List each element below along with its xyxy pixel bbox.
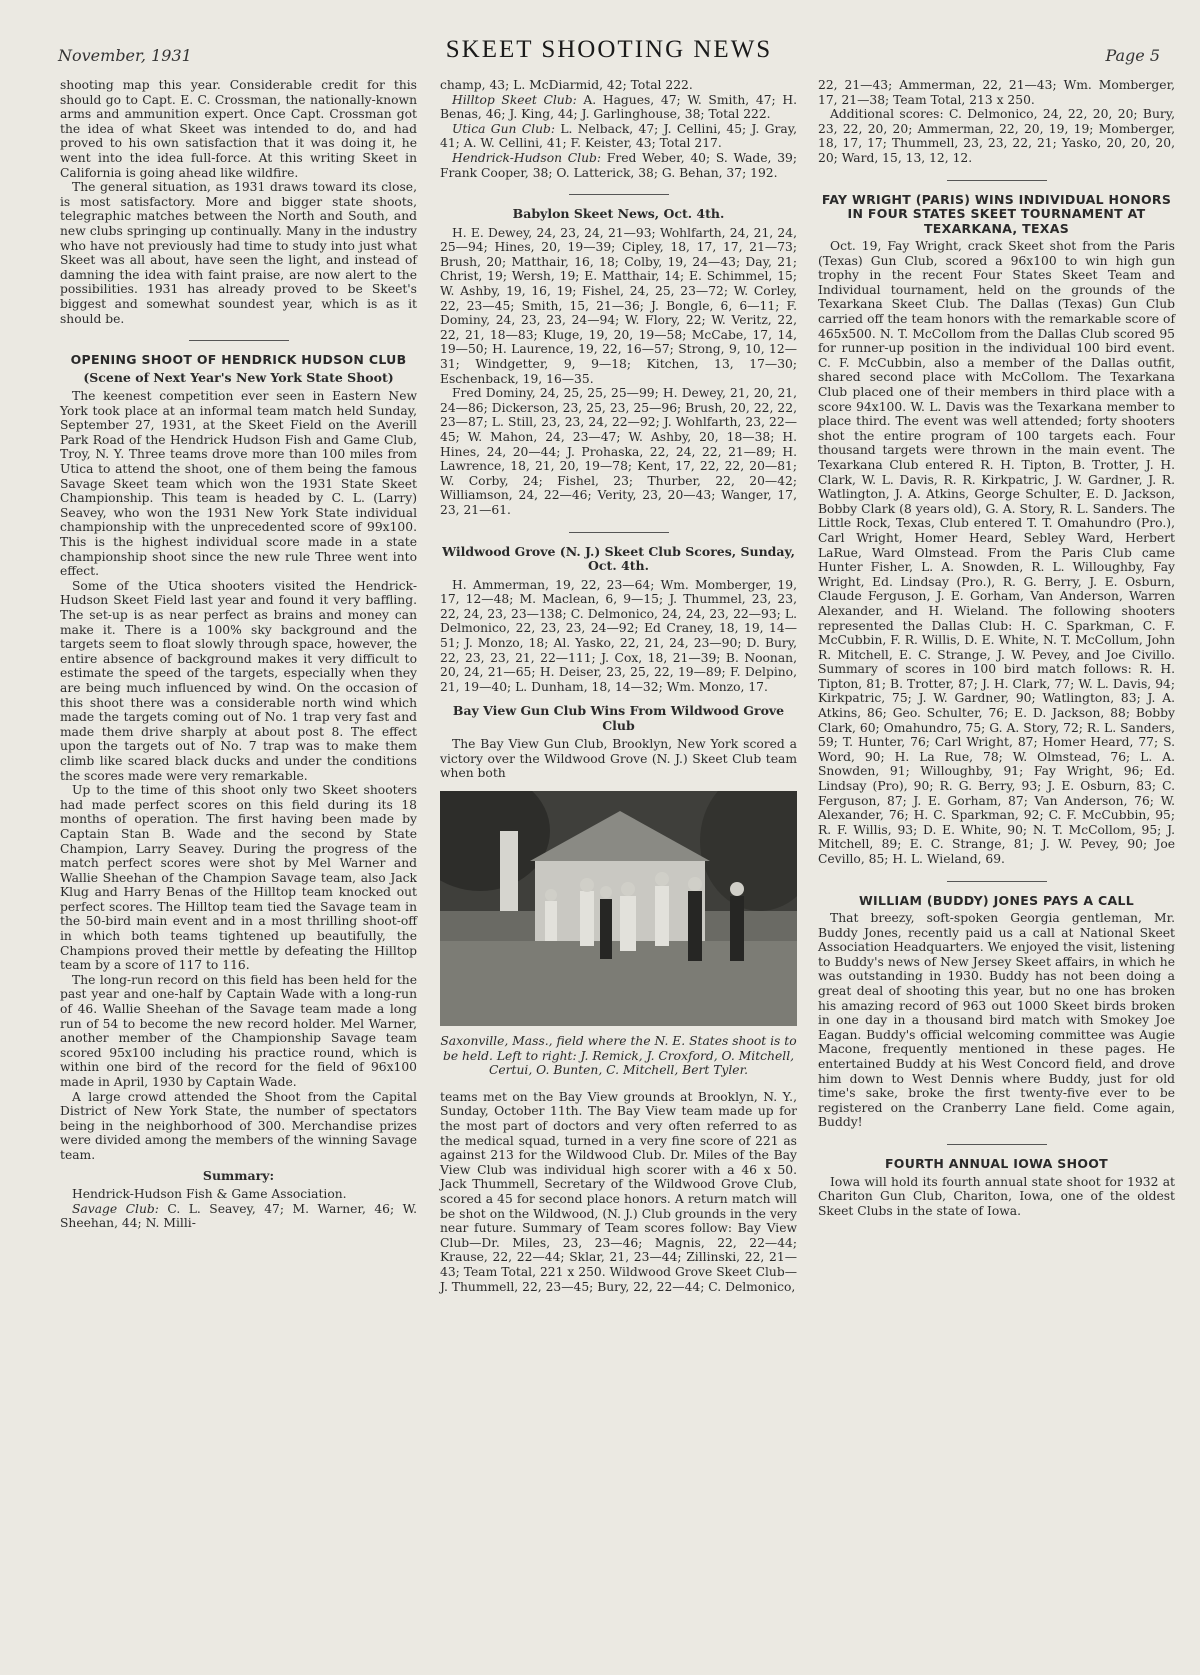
club-scores: A. Hagues, 47; W. Smith, 47; H. Benas, 46; J. King, 44; J. Garlinghouse, 38; Total 222. xyxy=(440,92,797,122)
paragraph: A large crowd attended the Shoot from the Capital District of New York State, the number of spectators being in the neighborhood of 300. Merchandise prizes were divided among the members of the winning Savage team. xyxy=(60,1089,417,1162)
paragraph: The Bay View Gun Club, Brooklyn, New York scored a victory over the Wildwood Grove (N. J.) Skeet Club team when both xyxy=(440,737,797,781)
paragraph: Oct. 19, Fay Wright, crack Skeet shot from the Paris (Texas) Gun Club, scored a 96x100 to win high gun trophy in the recent Four States Skeet Team and Individual tournament, held on the grounds of the Texarkana Skeet Club. The Dallas (Texas) Gun Club carried off the team honors with the remarkable score of 465x500. N. T. McCollom from the Dallas Club scored 95 for runner-up position in the individual 100 bird event. C. F. McCubbin, also a member of the Dallas outfit, shared second place with McCollom. The Texarkana Club placed one of their members in third place with a score 94x100. W. L. Davis was the Texarkana member to place third. The event was well attended; forty shooters shot the entire program of 100 targets each. Four thousand targets were thrown in the main event. The Texarkana Club entered R. H. Tipton, B. Trotter, J. H. Clark, W. L. Davis, R. R. Kirkpatric, J. W. Gardner, J. R. Watlington, J. A. Atkins, George Schulter, E. D. Jackson, Bobby Clark (8 years old), G. A. Story, R. L. Sanders. The Little Rock, Texas, Club entered T. T. Omahundro (Pro.), Carl Wright, Homer Heard, Sebley Ward, Herbert LaRue, Ward Olmstead. From the Paris Club came Hunter Fisher, L. A. Snowden, R. L. Willoughby, Fay Wright, Ed. Lindsay (Pro.), R. G. Berry, J. E. Osburn, Claude Ferguson, J. E. Gorham, Van Anderson, Warren Alexander, and H. Wieland. The following shooters represented the Dallas Club: H. C. Sparkman, C. F. McCubbin, F. R. Willis, D. E. White, N. T. McCollum, John R. Mitchell, E. C. Strange, J. W. Pevey, and Joe Civillo. Summary of scores in 100 bird match follows: R. H. Tipton, 81; B. Trotter, 87; J. H. Clark, 77; W. L. Davis, 94; Kirkpatric, 75; J. W. Gardner, 90; Watlington, 83; J. A. Atkins, 86; Geo. Schulter, 76; E. D. Jackson, 88; Bobby Clark, 60; Omahundro, 75; G. A. Story, 72; R. L. Sanders, 59; T. Hunter, 76; Carl Wright, 87; Homer Heard, 77; S. Word, 90; H. La Rue, 78; W. Olmstead, 76; L. A. Snowden, 91; Willoughby, 91; Fay Wright, 96; Ed. Lindsay (Pro), 90; R. G. Berry, 93; J. E. Osburn, 83; C. Ferguson, 87; J. E. Gorham, 87; Van Anderson, 76; W. Alexander, 76; H. C. Sparkman, 92; C. F. McCubbin, 95; R. F. Willis, 93; D. E. White, 90; N. T. McCollom, 95; J. Mitchell, 89; E. C. Strange, 81; J. W. Pevey, 90; Joe Cevillo, 85; H. L. Wieland, 69. xyxy=(818,239,1175,866)
field-photograph xyxy=(440,791,797,1026)
divider xyxy=(569,194,669,195)
club-scores: L. Nelback, 47; J. Cellini, 45; J. Gray, 41; A. W. Cellini, 41; F. Keister, 43; Total 217. xyxy=(440,121,797,151)
divider xyxy=(947,180,1047,181)
club-label: Savage Club: xyxy=(72,1201,159,1216)
column-2 xyxy=(440,78,797,1294)
divider xyxy=(947,881,1047,882)
paragraph: champ, 43; L. McDiarmid, 42; Total 222. xyxy=(440,78,693,92)
score-line xyxy=(440,93,797,122)
article-heading-buddy-jones: WILLIAM (BUDDY) JONES PAYS A CALL xyxy=(858,892,1135,908)
paragraph: 22, 21—43; Ammerman, 22, 21—43; Wm. Momberger, 17, 21—38; Team Total, 213 x 250. xyxy=(818,78,1175,107)
paragraph: Additional scores: C. Delmonico, 24, 22, 20, 20; Bury, 23, 22, 20, 20; Ammerman, 22, 20, 19, 19; Momberger, 18, 17, 17; Thummell, 23, 23, 22, 21; Yasko, 20, 20, 20, 20; Ward, 15, 13, 12, 12. xyxy=(818,107,1175,165)
divider xyxy=(947,1144,1047,1145)
club-label: Utica Gun Club: xyxy=(452,121,556,136)
paragraph: Iowa will hold its fourth annual state shoot for 1932 at Chariton Gun Club, Chariton, Iowa, one of the oldest Skeet Clubs in the state of Iowa. xyxy=(818,1174,1175,1218)
club-scores: C. L. Seavey, 47; M. Warner, 46; W. Sheehan, 44; N. Milli- xyxy=(60,1201,417,1231)
article-heading-babylon: Babylon Skeet News, Oct. 4th. xyxy=(512,206,725,222)
page-number: Page 5 xyxy=(1105,46,1160,65)
paragraph: Fred Dominy, 24, 25, 25, 25—99; H. Dewey, 21, 20, 21, 24—86; Dickerson, 23, 25, 23, 25—96; Brush, 20, 22, 22, 23—87; L. Still, 23, 23, 24, 22—92; J. Wohlfarth, 23, 22—45; W. Mahon, 24, 23—47; W. Ashby, 20, 18—38; H. Hines, 24, 20—44; J. Prohaska, 22, 24, 22, 21—89; H. Lawrence, 18, 21, 20, 19—78; Kent, 17, 22, 22, 20—81; W. Corby, 24; Fishel, 23; Thurber, 22, 20—42; Williamson, 24, 22—46; Verity, 23, 20—43; Wanger, 17, 23, 21—61. xyxy=(440,386,797,517)
article-heading-fay-wright: FAY WRIGHT (PARIS) WINS INDIVIDUAL HONORS IN FOUR STATES SKEET TOURNAMENT AT TEXARKANA, TEXAS xyxy=(821,191,1172,236)
summary-heading: Summary: xyxy=(202,1167,275,1183)
paragraph: The general situation, as 1931 draws toward its close, is most satisfactory. More and bigger state shoots, telegraphic matches between the North and South, and new clubs springing up continually. Many in the industry who have not previously had time to study into just what Skeet was all about, have seen the light, and instead of damning the idea with faint praise, are now alert to the possibilities. 1931 has already proved to be Skeet's biggest and somewhat soundest year, which is as it should be. xyxy=(60,180,417,326)
column-1 xyxy=(60,78,417,1231)
score-line xyxy=(440,151,797,180)
photo-image xyxy=(440,791,797,1026)
paragraph: shooting map this year. Considerable credit for this should go to Capt. E. C. Crossman, the nationally-known arms and ammunition expert. Once Capt. Crossman got the idea of what Skeet was intended to do, and had proved to his own satisfaction that it was doing it, he went into the idea full-force. At this writing Skeet in California is going ahead like wildfire. xyxy=(60,78,417,180)
issue-date: November, 1931 xyxy=(58,46,192,65)
club-label: Hilltop Skeet Club: xyxy=(452,92,577,107)
score-line xyxy=(60,1202,417,1231)
divider xyxy=(569,532,669,533)
paragraph: teams met on the Bay View grounds at Brooklyn, N. Y., Sunday, October 11th. The Bay View team made up for the most part of doctors and very often referred to as the medical squad, turned in a very fine score of 221 as against 213 for the Wildwood Club. Dr. Miles of the Bay View Club was individual high scorer with a 46 x 50. Jack Thummell, Secretary of the Wildwood Grove Club, scored a 45 for second place honors. A return match will be shot on the Wildwood, (N. J.) Club grounds in the very near future. Summary of Team scores follow: Bay View Club—Dr. Miles, 23, 23—46; Magnis, 22, 22—44; Krause, 22, 22—44; Sklar, 21, 23—44; Zillinski, 22, 21—43; Team Total, 221 x 250. Wildwood Grove Skeet Club—J. Thummell, 22, 23—45; Bury, 22, 22—44; C. Delmonico, xyxy=(440,1089,797,1294)
article-subheading: (Scene of Next Year's New York State Shoot) xyxy=(83,369,394,385)
paragraph: Some of the Utica shooters visited the Hendrick-Hudson Skeet Field last year and found it very baffling. The set-up is as near perfect as brains and money can make it. There is a 100% sky background and the targets seem to float slowly through space, however, the entire absence of background makes it very difficult to estimate the speed of the targets, especially when they are being much influenced by wind. On the occasion of this shoot there was a considerable north wind which made the targets coming out of No. 1 trap very fast and made them drive sharply at about post 8. The effect upon the targets out of No. 7 trap was to make them climb like scared black ducks and under the conditions the scores made were very remarkable. xyxy=(60,578,417,783)
publication-title: SKEET SHOOTING NEWS xyxy=(445,36,773,63)
divider xyxy=(189,340,289,341)
article-heading-bay-view: Bay View Gun Club Wins From Wildwood Grove Club xyxy=(452,703,785,733)
article-heading-wildwood: Wildwood Grove (N. J.) Skeet Club Scores, Sunday, Oct. 4th. xyxy=(442,543,795,574)
score-line xyxy=(440,122,797,151)
paragraph: H. E. Dewey, 24, 23, 24, 21—93; Wohlfarth, 24, 21, 24, 25—94; Hines, 20, 19—39; Cipley, 18, 17, 17, 21—73; Brush, 20; Matthair, 16, 18; Colby, 19, 24—43; Day, 21; Christ, 19; Wersh, 19; E. Matthair, 14; E. Schimmel, 15; W. Ashby, 19, 16, 19; Fishel, 24, 25, 23—72; W. Corley, 22, 23—45; Smith, 15, 21—36; J. Bongle, 6, 6—11; F. Dominy, 24, 23, 23, 24—94; W. Flory, 22; W. Veritz, 22, 22, 21, 18—83; Kluge, 19, 20, 19—58; McCabe, 17, 14, 19—50; H. Laurence, 19, 22, 16—57; Strong, 9, 10, 12—31; Windgetter, 9, 9—18; Kitchen, 13, 17—30; Eschenback, 19, 16—35. xyxy=(440,225,797,386)
club-scores: Fred Weber, 40; S. Wade, 39; Frank Cooper, 38; O. Latterick, 38; G. Behan, 37; 192. xyxy=(440,150,798,180)
paragraph: Hendrick-Hudson Fish & Game Association. xyxy=(72,1187,347,1202)
paragraph: H. Ammerman, 19, 22, 23—64; Wm. Momberger, 19, 17, 12—48; M. Maclean, 6, 9—15; J. Thummel, 23, 23, 22, 24, 23, 23—138; C. Delmonico, 24, 24, 23, 22—93; L. Delmonico, 22, 23, 23, 24—92; Ed Craney, 18, 19, 14—51; J. Monzo, 18; Al. Yasko, 22, 21, 24, 23—90; D. Bury, 22, 23, 23, 21, 22—111; J. Cox, 18, 21—39; B. Noonan, 20, 24, 21—65; H. Deiser, 23, 25, 22, 19—89; F. Delpino, 21, 19—40; L. Dunham, 18, 14—32; Wm. Monzo, 17. xyxy=(440,577,797,694)
article-heading-hendrick-hudson: OPENING SHOOT OF HENDRICK HUDSON CLUB xyxy=(70,352,407,368)
article-heading-iowa-shoot: FOURTH ANNUAL IOWA SHOOT xyxy=(884,1156,1109,1171)
paragraph: That breezy, soft-spoken Georgia gentleman, Mr. Buddy Jones, recently paid us a call at National Skeet Association Headquarters. We enjoyed the visit, listening to Buddy's news of New Jersey Skeet affairs, in which he was outstanding in 1930. Buddy has not been doing a great deal of shooting this year, but no one has broken his amazing record of 963 out 1000 Skeet birds broken in one day in a thousand bird match with Smokey Joe Eagan. Buddy's official welcoming committee was Augie Macone, frequently mentioned in these pages. He entertained Buddy at his West Concord field, and drove him down to West Dennis where Buddy, just for old time's sake, broke the first twenty-five ever to be registered on the Cranberry Lane field. Come again, Buddy! xyxy=(818,911,1175,1130)
photo-caption: Saxonville, Mass., field where the N. E. States shoot is to be held. Left to right: J. Remick, J. Croxford, O. Mitchell, Certui, O. Bunten, C. Mitchell, Bert Tyler. xyxy=(440,1034,797,1078)
page-header xyxy=(58,30,1160,70)
paragraph: Up to the time of this shoot only two Skeet shooters had made perfect scores on this field during its 18 months of operation. The first having been made by Captain Stan B. Wade and the second by State Champion, Larry Seavey. During the progress of the match perfect scores were shot by Mel Warner and Wallie Sheehan of the Champion Savage team, also Jack Klug and Harry Benas of the Hilltop team knocked out perfect scores. The Hilltop team tied the Savage team in the 50-bird main event and in a most thrilling shoot-off in which both teams tightened up beautifully, the Champions proved their mettle by defeating the Hilltop team by a score of 117 to 116. xyxy=(60,783,417,973)
paragraph: The keenest competition ever seen in Eastern New York took place at an informal team match held Sunday, September 27, 1931, at the Skeet Field on the Averill Park Road of the Hendrick Hudson Fish and Game Club, Troy, N. Y. Three teams drove more than 100 miles from Utica to attend the shoot, one of them being the famous Savage Skeet team which won the 1931 State Skeet Championship. This team is headed by C. L. (Larry) Seavey, who won the 1931 New York State individual championship with the unprecedented score of 99x100. This is the highest individual score made in a state championship shoot since the new rule Three went into effect. xyxy=(60,389,417,579)
column-3 xyxy=(818,78,1175,1218)
paragraph: The long-run record on this field has been held for the past year and one-half by Captain Wade with a long-run of 46. Wallie Sheehan of the Savage team made a long run of 54 to become the new record holder. Mel Warner, another member of the Championship Savage team scored 95x100 including his practice round, which is within one bird of the record for the field of 96x100 made in April, 1930 by Captain Wade. xyxy=(60,972,417,1089)
club-label: Hendrick-Hudson Club: xyxy=(452,150,602,165)
